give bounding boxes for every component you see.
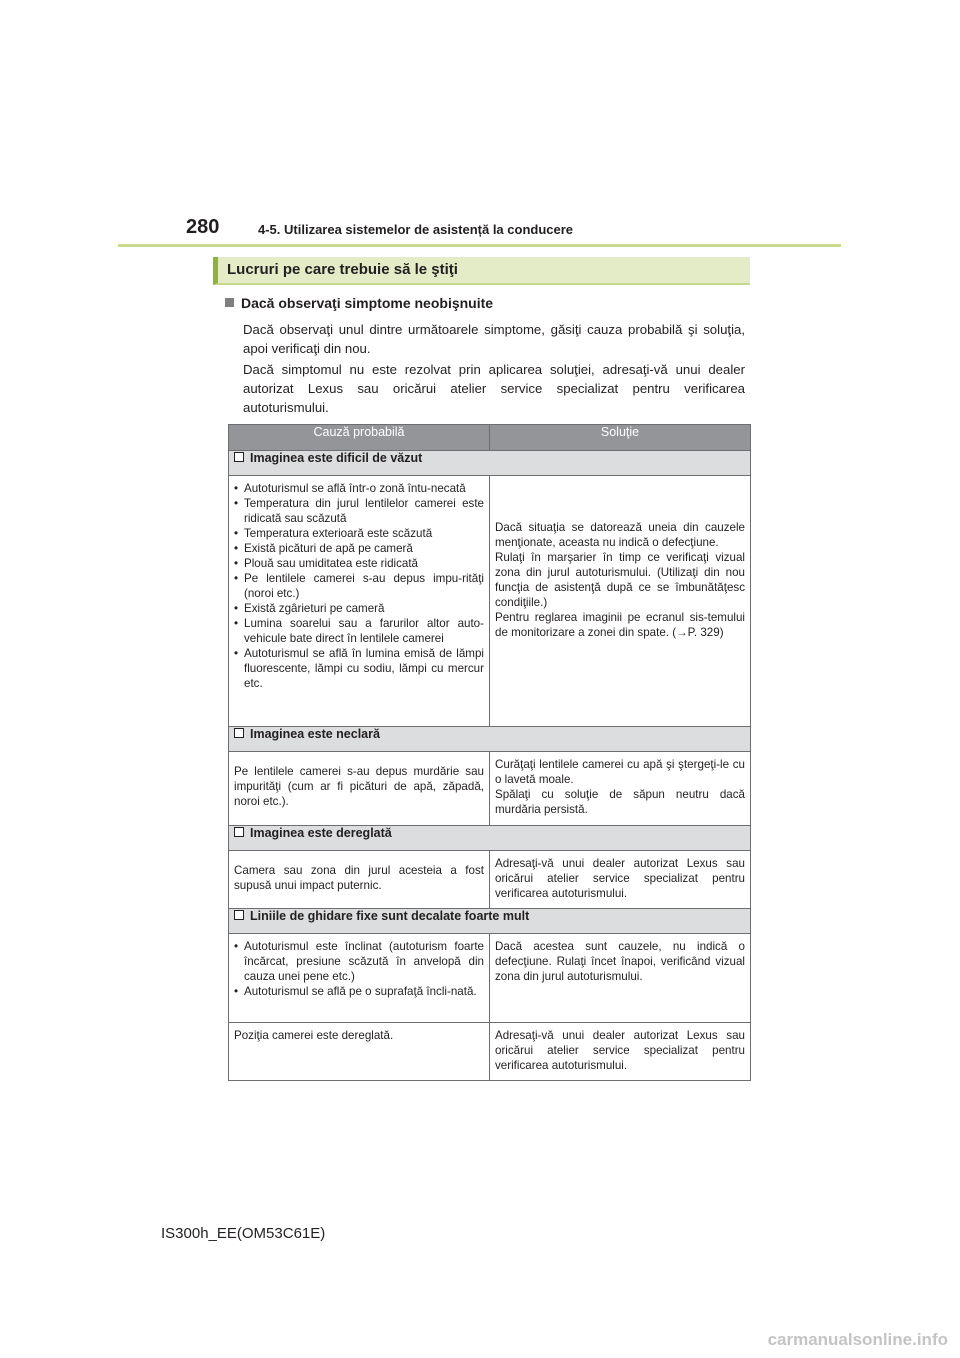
checkbox-icon xyxy=(234,827,244,837)
list-item: • Autoturismul este înclinat (autoturism foarte încărcat, presiune scăzută în anvelopă din cauza unei pene etc.) xyxy=(234,939,484,984)
solution-cell: Adresaţi-vă unui dealer autorizat Lexus sau oricărui atelier service specializat pentru verificarea autoturismului. xyxy=(490,1023,751,1081)
header-rule xyxy=(118,244,841,247)
table-row xyxy=(229,752,751,826)
cause-list xyxy=(234,481,484,691)
cause-cell: Pe lentilele camerei s-au depus murdărie sau impurităţi (cum ar fi picături de apă, zăpadă, noroi etc.). xyxy=(229,752,490,826)
category-row xyxy=(229,451,751,476)
cause-cell: Poziţia camerei este dereglată. xyxy=(229,1023,490,1081)
category-title: Liniile de ghidare fixe sunt decalate foarte mult xyxy=(250,909,530,923)
category-row xyxy=(229,727,751,752)
intro-paragraph: Dacă observaţi unul dintre următoarele simptome, găsiţi cauza probabilă şi soluţia, apoi verificaţi din nou. xyxy=(243,322,745,356)
cause-cell: Camera sau zona din jurul acesteia a fost supusă unui impact puternic. xyxy=(229,851,490,909)
list-item: • Autoturismul se află în lumina emisă de lămpi fluorescente, lămpi cu sodiu, lămpi cu mercur etc. xyxy=(234,646,484,691)
cause-list xyxy=(234,939,484,999)
list-item: • Plouă sau umiditatea este ridicată xyxy=(234,556,484,571)
page-number: 280 xyxy=(186,216,220,238)
instruction-paragraph: Dacă simptomul nu este rezolvat prin aplicarea soluţiei, adresaţi-vă unui dealer autorizat Lexus sau oricărui atelier service specializat pentru verificarea autoturismului. xyxy=(243,362,745,415)
list-item: • Există picături de apă pe cameră xyxy=(234,541,484,556)
table-row xyxy=(229,851,751,909)
subsection-title: Dacă observaţi simptome neobişnuite xyxy=(241,295,494,311)
category-cell xyxy=(229,826,751,851)
table-header-row xyxy=(229,425,751,451)
section-title: Lucruri pe care trebuie să le ştiţi xyxy=(227,261,458,278)
solution-cell: Curăţaţi lentilele camerei cu apă şi ştergeţi-le cu o lavetă moale. Spălaţi cu soluţie de săpun neutru dacă murdăria persistă. xyxy=(490,752,751,826)
square-bullet-icon xyxy=(225,298,234,307)
category-cell xyxy=(229,909,751,934)
checkbox-icon xyxy=(234,910,244,920)
column-header-cause: Cauză probabilă xyxy=(229,425,490,451)
cause-cell xyxy=(229,476,490,727)
category-title: Imaginea este dificil de văzut xyxy=(250,451,423,465)
model-code: IS300h_EE(OM53C61E) xyxy=(161,1225,326,1242)
checkbox-icon xyxy=(234,728,244,738)
list-item: • Pe lentilele camerei s-au depus impu-rităţi (noroi etc.) xyxy=(234,571,484,601)
cause-cell xyxy=(229,934,490,1023)
solution-cell: Dacă acestea sunt cauzele, nu indică o defecţiune. Rulaţi încet înapoi, verificând vizual zona din jurul autoturismului. xyxy=(490,934,751,1023)
category-cell xyxy=(229,727,751,752)
category-row xyxy=(229,826,751,851)
troubleshooting-table xyxy=(228,424,751,1081)
table-row xyxy=(229,476,751,727)
subsection-heading xyxy=(225,295,493,311)
table-row xyxy=(229,1023,751,1081)
table-row xyxy=(229,934,751,1023)
category-row xyxy=(229,909,751,934)
column-header-solution: Soluţie xyxy=(490,425,751,451)
category-title: Imaginea este neclară xyxy=(250,727,380,741)
section-title-box xyxy=(213,257,750,285)
list-item: • Autoturismul se află într-o zonă întu-necată xyxy=(234,481,484,496)
list-item: • Autoturismul se află pe o suprafaţă încli-nată. xyxy=(234,984,484,999)
category-title: Imaginea este dereglată xyxy=(250,826,392,840)
solution-cell: Dacă situaţia se datorează uneia din cauzele menţionate, aceasta nu indică o defecţiune. Rulaţi în marşarier în timp ce verificaţi vizual zona din jurul autoturismului. (Utilizaţi din nou funcţia de asistenţă după ce se îmbunătăţesc condiţiile.) Pentru reglarea imaginii pe ecranul sis-temului de monitorizare a zonei din spate. (→P. 329) xyxy=(490,476,751,727)
list-item: • Lumina soarelui sau a farurilor altor auto-vehicule bate direct în lentilele camerei xyxy=(234,616,484,646)
list-item: • Temperatura exterioară este scăzută xyxy=(234,526,484,541)
chapter-title: 4-5. Utilizarea sistemelor de asistență la conducere xyxy=(258,222,574,237)
list-item: • Există zgârieturi pe cameră xyxy=(234,601,484,616)
checkbox-icon xyxy=(234,452,244,462)
category-cell xyxy=(229,451,751,476)
solution-cell: Adresaţi-vă unui dealer autorizat Lexus sau oricărui atelier service specializat pentru verificarea autoturismului. xyxy=(490,851,751,909)
list-item: • Temperatura din jurul lentilelor camerei este ridicată sau scăzută xyxy=(234,496,484,526)
watermark: carmanualsonline.info xyxy=(767,1330,948,1349)
